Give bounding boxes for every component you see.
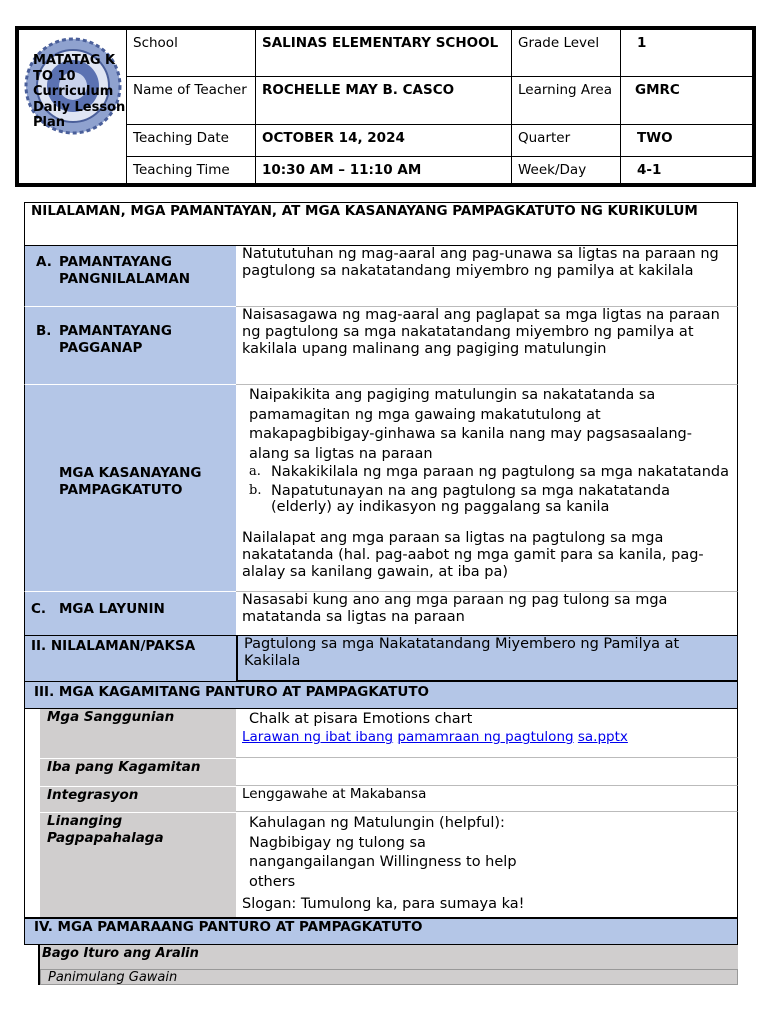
pamantayang-pangnilalaman-label: A. PAMANTAYANG PANGNILALAMAN: [24, 246, 236, 307]
quarter-label: Quarter: [512, 125, 621, 157]
kasanayang-pampagkatuto-label: MGA KASANAYANG PAMPAGKATUTO: [24, 385, 236, 592]
linanging-lines: Kahulagan ng Matulungin (helpful): Nagbibigay ng tulong sa nangangailangan Willingness to help others: [249, 815, 517, 890]
section1-title: NILALAMAN, MGA PAMANTAYAN, AT MGA KASANAYANG PAMPAGKATUTO NG KURIKULUM: [24, 202, 738, 246]
iba-pang-kagamitan-text: [236, 758, 738, 786]
sanggunian-links: [242, 729, 628, 745]
pptx-link-part-2[interactable]: pamamraan ng pagtulong: [397, 729, 574, 745]
panimulang-gawain-label: Panimulang Gawain: [40, 969, 738, 985]
logo-text: MATATAG K TO 10 Curriculum Daily Lesson Plan: [33, 53, 126, 130]
pptx-link-part-3[interactable]: sa.pptx: [577, 729, 628, 745]
logo-cell: [19, 30, 127, 184]
pamantayang-pagganap-label: B. PAMANTAYANG PAGGANAP: [24, 307, 236, 385]
grade-label: Grade Level: [512, 30, 621, 77]
pamantayang-pangnilalaman-text: Natututuhan ng mag-aaral ang pag-unawa sa ligtas na paraan ng pagtulong sa nakatatandang miyembro ng pamilya at kakilala: [236, 246, 738, 307]
pptx-link-part-1[interactable]: Larawan ng ibat ibang: [242, 729, 394, 745]
week-value: 4-1: [621, 157, 753, 184]
linanging-slogan: Slogan: Tumulong ka, para sumaya ka!: [242, 896, 525, 912]
nilalaman-paksa-text: Pagtulong sa mga Nakatatandang Miyembero ng Pamilya at Kakilala: [236, 635, 738, 681]
sanggunian-label: Mga Sanggunian: [40, 709, 236, 758]
section4-title: IV. MGA PAMARAANG PANTURO AT PAMPAGKATUTO: [24, 917, 738, 945]
kasanayang-pampagkatuto-content: [236, 385, 738, 592]
grade-value: 1: [621, 30, 753, 77]
linanging-pagpapahalaga-label: Linanging Pagpapahalaga: [40, 812, 236, 918]
school-value: SALINAS ELEMENTARY SCHOOL: [256, 30, 512, 77]
kasanayan-item-b: b. Napatutunayan na ang pagtulong sa mga nakatatanda (elderly) ay indikasyon ng paggalang sa kanila: [249, 483, 670, 515]
time-value: 10:30 AM – 11:10 AM: [256, 157, 512, 184]
sanggunian-text: Chalk at pisara Emotions chart: [249, 711, 473, 727]
teacher-label: Name of Teacher: [127, 77, 256, 125]
quarter-value: TWO: [621, 125, 753, 157]
section3-title: III. MGA KAGAMITANG PANTURO AT PAMPAGKATUTO: [24, 681, 738, 709]
pamantayang-pagganap-text: Naisasagawa ng mag-aaral ang paglapat sa mga ligtas na paraan ng pagtulong sa mga nakatatandang miyembro ng pamilya at kakilala upang malinang ang pagiging matulungin: [236, 307, 738, 385]
linanging-pagpapahalaga-content: [236, 812, 738, 918]
integrasyon-text: Lenggawahe at Makabansa: [236, 786, 738, 812]
integrasyon-label: Integrasyon: [40, 786, 236, 812]
date-value: OCTOBER 14, 2024: [256, 125, 512, 157]
school-label: School: [127, 30, 256, 77]
layunin-label: C. MGA LAYUNIN: [24, 592, 236, 635]
time-label: Teaching Time: [127, 157, 256, 184]
kasanayan-item-a: a. Nakakikilala ng mga paraan ng pagtulong sa mga nakatatanda: [249, 464, 729, 480]
area-value: GMRC: [621, 77, 753, 125]
nilalaman-paksa-label: II. NILALAMAN/PAKSA: [24, 635, 236, 681]
layunin-text: Nasasabi kung ano ang mga paraan ng pag tulong sa mga matatanda sa ligtas na paraan: [236, 592, 738, 635]
area-label: Learning Area: [512, 77, 621, 125]
kasanayan-intro: Naipakikita ang pagiging matulungin sa nakatatanda sa pamamagitan ng mga gawaing makatutulong at makapagbibigay-ginhawa sa kanila nang may pagsasaalang-alang sa ligtas na paraan: [249, 387, 692, 462]
date-label: Teaching Date: [127, 125, 256, 157]
sanggunian-content: [236, 709, 738, 758]
week-label: Week/Day: [512, 157, 621, 184]
bago-ituro-label: Bago Ituro ang Aralin: [40, 945, 738, 969]
header-table: [15, 26, 756, 187]
teacher-value: ROCHELLE MAY B. CASCO: [256, 77, 512, 125]
kasanayan-outro: Nailalapat ang mga paraan sa ligtas na pagtulong sa mga nakatatanda (hal. pag-aabot ng mga gamit para sa kanila, pag-alalay sa kanilang gawain, at iba pa): [242, 530, 704, 580]
iba-pang-kagamitan-label: Iba pang Kagamitan: [40, 758, 236, 786]
